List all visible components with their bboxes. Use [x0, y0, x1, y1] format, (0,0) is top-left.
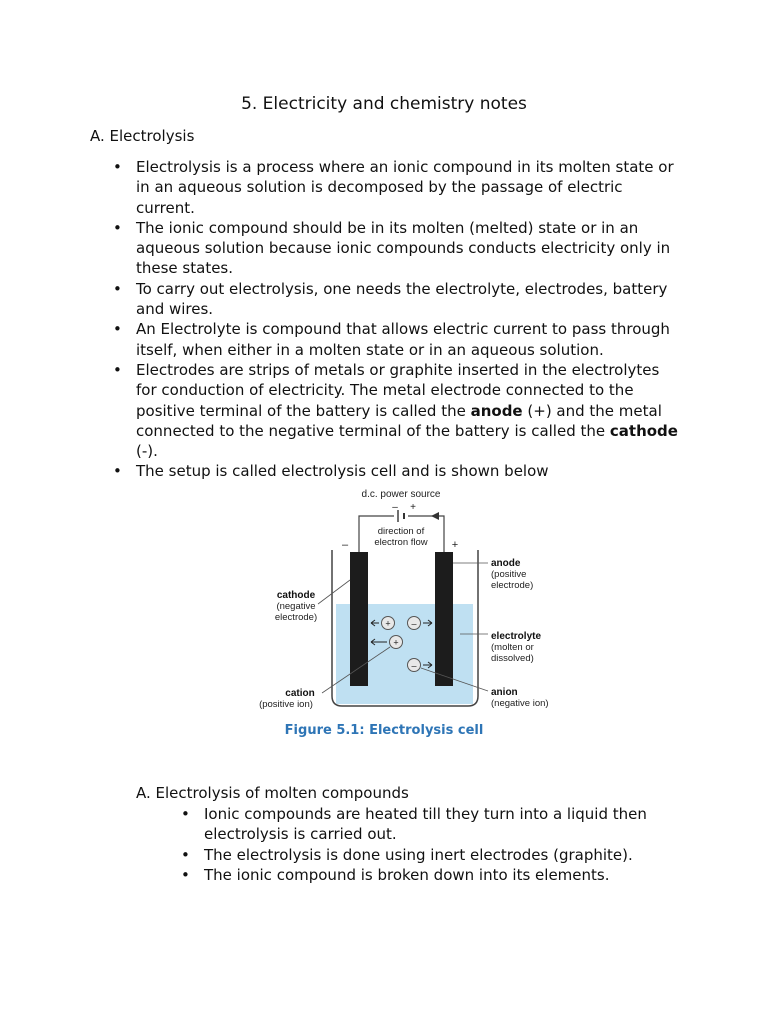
page-title: 5. Electricity and chemistry notes	[241, 94, 527, 114]
direction-label-1: direction of	[377, 526, 425, 537]
sub-bullet-inert-electrodes: • The electrolysis is done using inert electrodes (graphite).	[181, 845, 681, 865]
anode-desc-2: electrode)	[491, 580, 534, 591]
anode-label: anode	[491, 558, 521, 569]
anode-term: anode	[470, 401, 523, 420]
bullet-electrodes	[113, 360, 683, 461]
bullet-setup: • The setup is called electrolysis cell and is shown below	[113, 461, 683, 481]
cathode-label: cathode	[276, 590, 316, 601]
anode-sign: +	[451, 539, 459, 551]
anode-desc-1: (positive	[491, 569, 527, 580]
electrodes-text-1: Electrodes are strips of metals or graphite inserted in the electrolytes for conduction of electricity. The metal electrode connected to the positive terminal of the battery is called the	[136, 360, 660, 420]
anion-ion-1	[408, 617, 421, 630]
bullet-requirements: • To carry out electrolysis, one needs the electrolyte, electrodes, battery and wires.	[113, 279, 683, 320]
figure-caption: Figure 5.1: Electrolysis cell	[284, 723, 484, 738]
anion-ion-2	[408, 659, 421, 672]
cathode-term: cathode	[609, 421, 678, 440]
bullet-molten-state: • The ionic compound should be in its molten (melted) state or in an aqueous solution because ionic compounds conducts electricity only in these states.	[113, 218, 683, 279]
anion-label: anion	[491, 687, 518, 698]
anion-desc: (negative ion)	[491, 698, 549, 709]
cathode-electrode	[350, 552, 368, 686]
cation-ion-1	[382, 617, 395, 630]
cathode-desc-2: electrode)	[274, 612, 318, 623]
direction-label-2: electron flow	[374, 537, 428, 548]
svg-text:–: –	[411, 618, 417, 629]
sub-bullet-broken-down: • The ionic compound is broken down into its elements.	[181, 865, 681, 885]
svg-text:–: –	[411, 660, 417, 671]
sub-bullet-heating: • Ionic compounds are heated till they turn into a liquid then electrolysis is carried out.	[181, 804, 681, 845]
cation-label: cation	[285, 688, 315, 699]
electron-flow-arrow	[431, 512, 439, 520]
electrolyte-desc-1: (molten or	[491, 642, 534, 653]
electrolyte-label: electrolyte	[491, 631, 542, 642]
bullet-definition: • Electrolysis is a process where an ionic compound in its molten state or in an aqueous solution is decomposed by the passage of electric current.	[113, 157, 683, 218]
electrolyte-desc-2: dissolved)	[491, 653, 534, 664]
cathode-sign: –	[341, 539, 349, 551]
svg-text:+: +	[385, 618, 391, 629]
electrodes-text-2: (+) and the metal connected to the negative terminal of the battery is called the	[136, 401, 662, 440]
bullet-electrolyte: • An Electrolyte is compound that allows electric current to pass through itself, when either in a molten state or in an aqueous solution.	[113, 319, 683, 360]
power-source-label: d.c. power source	[361, 489, 441, 500]
section-heading-electrolysis: A. Electrolysis	[90, 127, 195, 145]
cathode-desc-1: (negative	[276, 601, 316, 612]
battery-minus-sign: –	[392, 502, 398, 513]
cation-desc: (positive ion)	[259, 699, 313, 710]
electrolysis-cell-diagram	[250, 484, 570, 724]
section-heading-molten: A. Electrolysis of molten compounds	[136, 784, 409, 802]
molten-bullet-list	[181, 804, 681, 885]
electrodes-text-3: (-).	[136, 442, 158, 461]
svg-text:+: +	[393, 637, 399, 648]
anode-electrode	[435, 552, 453, 686]
battery-plus-sign: +	[410, 502, 416, 513]
electrolysis-bullet-list	[113, 157, 683, 482]
cation-ion-2	[390, 636, 403, 649]
